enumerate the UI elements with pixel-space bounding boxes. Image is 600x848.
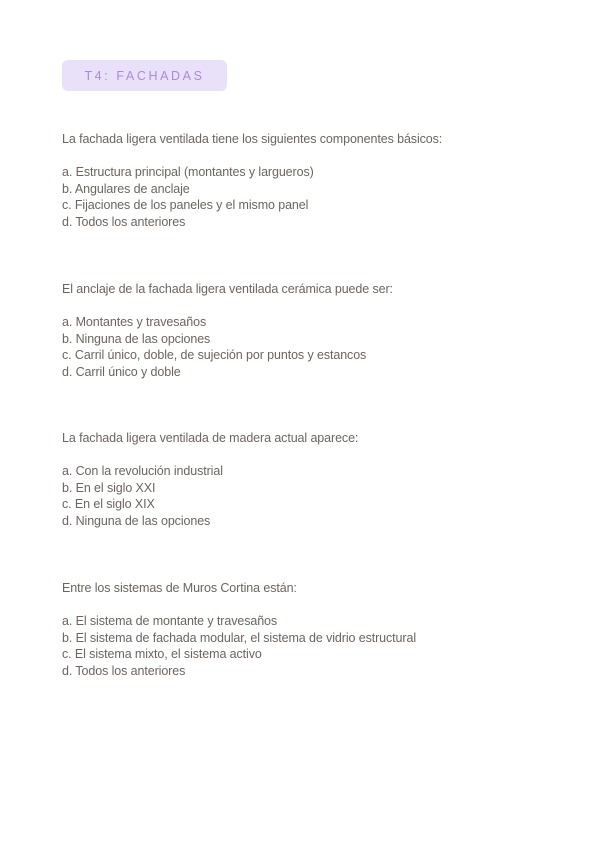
question-1-text: La fachada ligera ventilada tiene los siguientes componentes básicos: (62, 132, 443, 146)
question-1-options (62, 164, 562, 230)
question-4-option-b: b. El sistema de fachada modular, el sistema de vidrio estructural (62, 630, 416, 645)
question-4-text: Entre los sistemas de Muros Cortina están: (62, 581, 297, 595)
topic-badge (62, 60, 227, 91)
question-3-option-c: c. En el siglo XIX (62, 497, 155, 512)
question-3-option-a: a. Con la revolución industrial (62, 464, 223, 479)
question-4-option-a: a. El sistema de montante y travesaños (62, 614, 278, 629)
question-3-option-b: b. En el siglo XXI (62, 480, 156, 495)
question-3-options (62, 463, 562, 529)
question-2 (62, 281, 562, 381)
question-4-options (62, 613, 562, 679)
question-2-option-a: a. Montantes y travesaños (62, 315, 207, 330)
question-3-option-d: d. Ninguna de las opciones (62, 513, 211, 528)
question-2-option-b: b. Ninguna de las opciones (62, 331, 211, 346)
question-1 (62, 131, 562, 231)
question-3-text: La fachada ligera ventilada de madera actual aparece: (62, 431, 359, 445)
question-3 (62, 430, 562, 530)
question-4-option-d: d. Todos los anteriores (62, 663, 186, 678)
question-4 (62, 580, 562, 680)
question-1-option-a: a. Estructura principal (montantes y largueros) (62, 165, 314, 180)
question-1-option-b: b. Angulares de anclaje (62, 181, 190, 196)
question-2-option-c: c. Carril único, doble, de sujeción por puntos y estancos (62, 348, 367, 363)
topic-badge-label: T4: FACHADAS (84, 68, 205, 83)
question-2-option-d: d. Carril único y doble (62, 364, 181, 379)
question-2-options (62, 314, 562, 380)
question-2-text: El anclaje de la fachada ligera ventilada cerámica puede ser: (62, 282, 393, 296)
question-1-option-c: c. Fijaciones de los paneles y el mismo panel (62, 198, 309, 213)
question-4-option-c: c. El sistema mixto, el sistema activo (62, 647, 262, 662)
question-1-option-d: d. Todos los anteriores (62, 214, 186, 229)
